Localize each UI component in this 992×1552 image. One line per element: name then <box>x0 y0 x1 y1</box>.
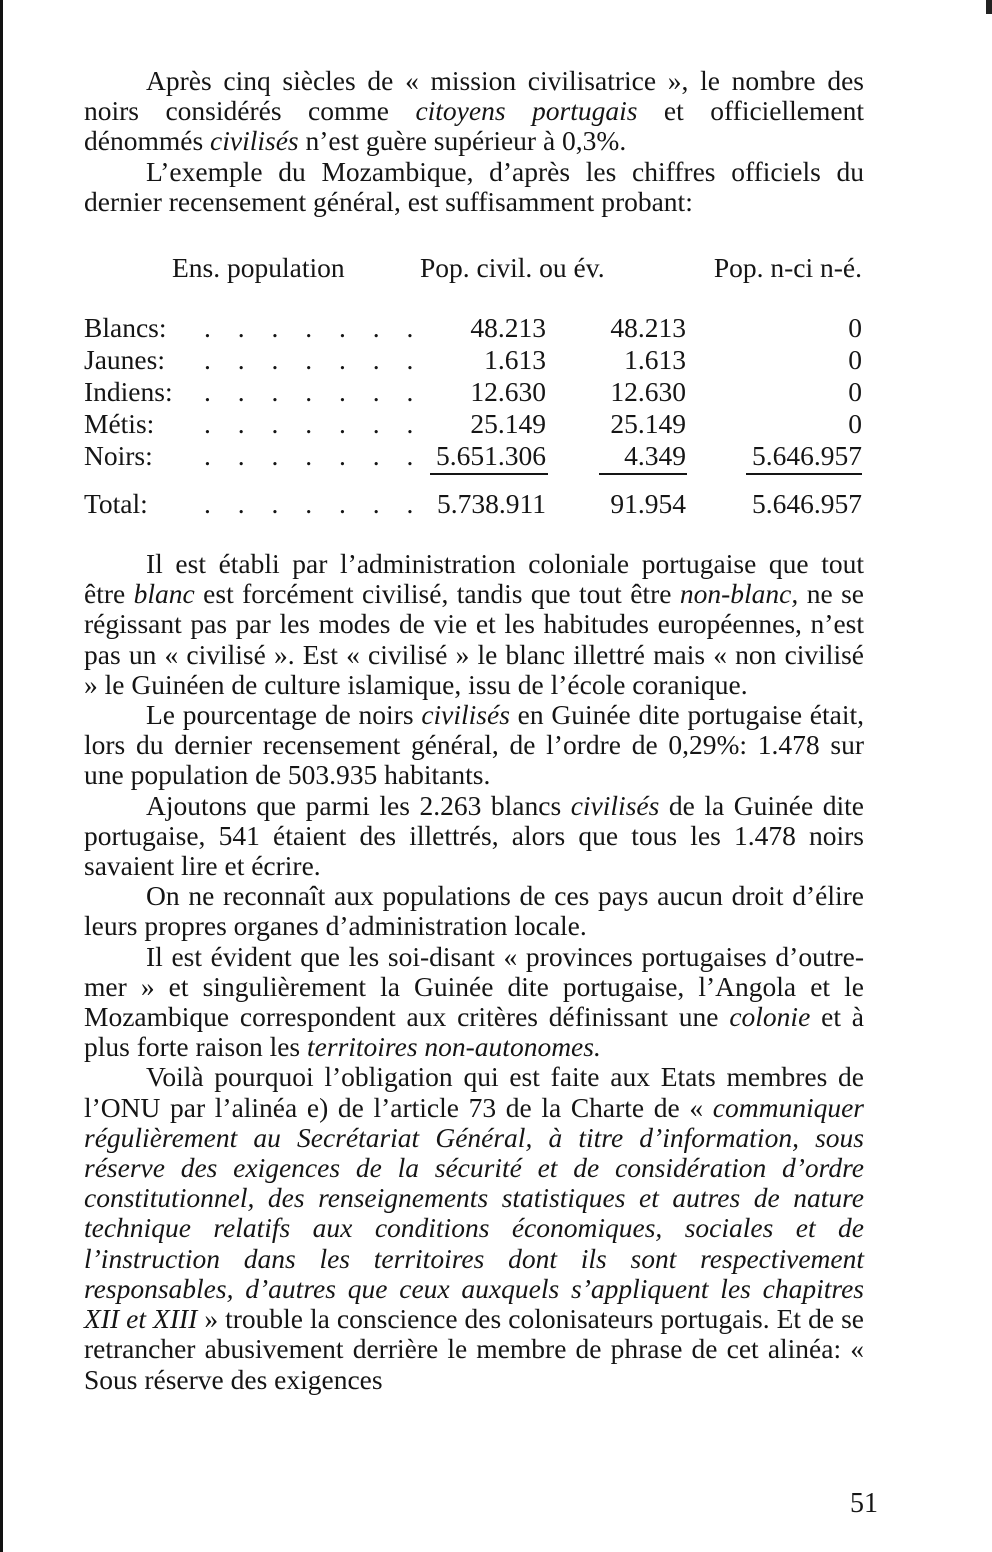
text-run: est forcément civilisé, tandis que tout être <box>194 578 680 610</box>
leader-dots: . . . . . . . <box>204 376 424 408</box>
paragraph <box>84 791 864 882</box>
italic-text: civilisés <box>421 699 510 731</box>
scan-edge-right <box>986 0 992 14</box>
paragraphs-after-table <box>84 549 864 1395</box>
cell-total: 12.630 <box>470 376 546 408</box>
row-label: Total: <box>84 488 148 520</box>
italic-text: territoires non-autonomes. <box>307 1031 601 1063</box>
text-run: en Guinée dite portugaise était, lors du dernier recensement général, de l’ordre de 0,29%: 1.478 sur une population de 503.935 habitants. <box>84 699 864 791</box>
header-civilized-population: Pop. civil. ou év. <box>420 252 605 284</box>
page-number: 51 <box>850 1488 878 1519</box>
sum-rule-total <box>430 473 548 475</box>
text-run: » trouble la conscience des colonisateurs portugais. Et de se retrancher abusivement derrière le membre de phrase de cet alinéa: « Sous réserve des exigences <box>84 1303 864 1395</box>
census-table <box>84 253 864 521</box>
row-label: Blancs: <box>84 312 167 344</box>
paragraph <box>84 66 864 157</box>
text-run: Ajoutons que parmi les 2.263 blancs <box>146 789 571 821</box>
paragraph <box>84 881 864 941</box>
leader-dots: . . . . . . . <box>204 344 424 376</box>
body-text <box>84 66 864 1395</box>
table-row-indiens <box>84 377 864 409</box>
header-total-population: Ens. population <box>172 252 345 284</box>
cell-total: 5.738.911 <box>437 488 546 520</box>
row-label: Noirs: <box>84 440 153 472</box>
paragraph <box>84 1062 864 1394</box>
text-run: et officiellement dénommés <box>84 95 864 157</box>
row-label: Indiens: <box>84 376 173 408</box>
italic-text: civilisés <box>570 789 660 821</box>
leader-dots: . . . . . . . <box>204 488 424 520</box>
text-run: n’est guère supérieur à 0,3%. <box>298 125 627 157</box>
paragraph <box>84 157 864 217</box>
cell-non-civilized: 0 <box>848 376 862 408</box>
text-run: Voilà pourquoi l’obligation qui est faite aux Etats membres de l’ONU par l’alinéa e) de l’article 73 de la Charte de « <box>84 1061 864 1123</box>
leader-dots: . . . . . . . <box>204 440 424 472</box>
italic-text: non-blanc, <box>679 578 799 610</box>
text-run: On ne reconnaît aux populations de ces pays aucun droit d’élire leurs propres organes d’administration locale. <box>84 880 864 942</box>
text-run: et à plus forte raison les <box>84 1001 864 1063</box>
row-label: Métis: <box>84 408 155 440</box>
italic-text: citoyens portugais <box>415 95 638 127</box>
cell-total: 1.613 <box>484 344 546 376</box>
table-row-jaunes <box>84 345 864 377</box>
cell-civilized: 48.213 <box>610 312 686 344</box>
table-row-blancs <box>84 313 864 345</box>
italic-text: blanc <box>133 578 195 610</box>
text-run: L’exemple du Mozambique, d’après les chiffres officiels du dernier recensement général, est suffisamment probant: <box>84 155 864 217</box>
text-run: de la Guinée dite portugaise, 541 étaient des illettrés, alors que tous les 1.478 noirs savaient lire et écrire. <box>84 789 864 882</box>
cell-non-civilized: 0 <box>848 312 862 344</box>
sum-rule-non-civilized <box>746 473 862 475</box>
text-run: Après cinq siècles de « mission civilisatrice », le nombre des noirs considérés comme <box>84 65 864 127</box>
italic-text: colonie <box>729 1001 811 1033</box>
cell-non-civilized: 0 <box>848 408 862 440</box>
header-non-civilized-population: Pop. n-ci n-é. <box>713 252 862 284</box>
cell-civilized: 4.349 <box>624 440 686 472</box>
text-run: Il est évident que les soi-disant « provinces portugaises d’outre-mer » et singulièrement la Guinée dite portugaise, l’Angola et le Mozambique correspondent aux critères définissant une <box>84 940 864 1033</box>
italic-text: civilisés <box>210 125 299 157</box>
table-row-total <box>84 489 864 521</box>
cell-non-civilized: 5.646.957 <box>752 488 862 520</box>
cell-civilized: 12.630 <box>610 376 686 408</box>
text-run: Le pourcentage de noirs <box>146 699 422 731</box>
leader-dots: . . . . . . . <box>204 312 424 344</box>
cell-civilized: 91.954 <box>610 488 686 520</box>
cell-total: 48.213 <box>470 312 546 344</box>
paragraph <box>84 549 864 700</box>
text-run: ne se régissant pas par les modes de vie et les habitudes européennes, n’est pas un « civilisé ». Est « civilisé » le blanc illettré mais « non civilisé » le Guinéen de culture islamique, issu de l’école coranique. <box>84 578 864 700</box>
table-row-noirs <box>84 441 864 473</box>
text-run: Il est établi par l’administration coloniale portugaise que tout être <box>84 548 864 610</box>
cell-non-civilized: 5.646.957 <box>752 440 862 472</box>
italic-text: communiquer régulièrement au Secrétariat Général, à titre d’information, sous réserve des exigences de la sécurité et de considération d’ordre constitutionnel, des renseignements statistiques et autres de nature technique relatifs aux conditions économiques, sociales et de l’instruction dans les territoires dont ils sont respectivement responsables, d’autres que ceux auxquels s’appliquent les chapitres XII et XIII <box>84 1091 864 1335</box>
paragraphs-before-table <box>84 66 864 217</box>
leader-dots: . . . . . . . <box>204 408 424 440</box>
paragraph <box>84 700 864 791</box>
scan-edge-left <box>0 0 3 1552</box>
cell-civilized: 1.613 <box>624 344 686 376</box>
table-row-metis <box>84 409 864 441</box>
cell-non-civilized: 0 <box>848 344 862 376</box>
paragraph <box>84 942 864 1063</box>
row-label: Jaunes: <box>84 344 165 376</box>
cell-civilized: 25.149 <box>610 408 686 440</box>
cell-total: 25.149 <box>470 408 546 440</box>
cell-total: 5.651.306 <box>436 440 546 472</box>
sum-rule-civilized <box>599 473 687 475</box>
